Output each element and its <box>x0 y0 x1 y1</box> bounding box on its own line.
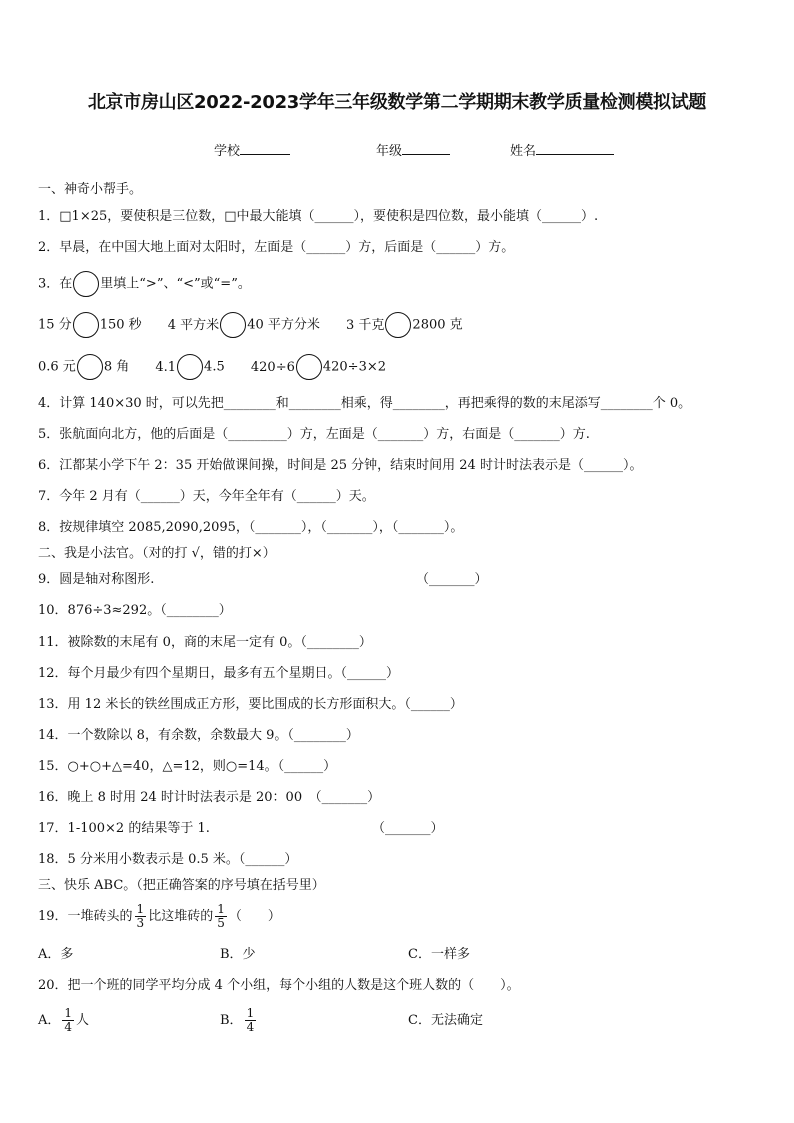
school-blank[interactable] <box>240 141 290 155</box>
question-10: 10．876÷3≈292。（________） <box>38 603 232 618</box>
question-17: 17．1-100×2 的结果等于 1. <box>38 821 210 836</box>
school-field: 学校 <box>214 141 290 161</box>
question-20: 20．把一个班的同学平均分成 4 个小组，每个小组的人数是这个班人数的（ ）。 <box>38 978 520 993</box>
question-15: 15．○+○+△=40，△=12，则○=14。（______） <box>38 759 337 774</box>
grade-field: 年级 <box>376 141 450 161</box>
section-2-heading: 二、我是小法官。（对的打 √，错的打×） <box>38 546 276 561</box>
question-6: 6．江都某小学下午 2：35 开始做课间操，时间是 25 分钟，结束时间用 24 时计时法表示是（______）。 <box>38 458 643 473</box>
compare-circle[interactable] <box>385 312 411 338</box>
option-b[interactable]: B．少 <box>220 947 256 962</box>
question-1: 1．□1×25，要使积是三位数，□中最大能填（______），要使积是四位数，最小能填（______）. <box>38 209 599 224</box>
fraction: $\frac{1}{4}$ <box>64 1006 73 1034</box>
section-3-heading: 三、快乐 ABC。（把正确答案的序号填在括号里） <box>38 878 325 893</box>
fraction: $\frac{1}{3}$ <box>136 902 145 930</box>
question-3: 3．在 里填上“>”、“<”或“=”。 <box>38 271 251 298</box>
option-a[interactable]: A． $\frac{1}{4}$ 人 <box>38 1006 90 1034</box>
question-17-answer[interactable]: （_______） <box>372 821 444 836</box>
question-13: 13．用 12 米长的铁丝围成正方形，要比围成的长方形面积大。（______） <box>38 697 463 712</box>
section-1-heading: 一、神奇小帮手。 <box>38 182 143 197</box>
question-14: 14．一个数除以 8，有余数，余数最大 9。（________） <box>38 728 359 743</box>
compare-circle[interactable] <box>220 312 246 338</box>
question-11: 11．被除数的末尾有 0，商的末尾一定有 0。（________） <box>38 635 372 650</box>
option-c[interactable]: C．无法确定 <box>408 1013 483 1028</box>
option-b[interactable]: B． $\frac{1}{4}$ <box>220 1006 255 1034</box>
page-title: 北京市房山区2022-2023学年三年级数学第二学期期末教学质量检测模拟试题 <box>87 92 707 113</box>
fraction: $\frac{1}{5}$ <box>217 902 225 930</box>
question-16: 16．晚上 8 时用 24 时计时法表示是 20：00 （_______） <box>38 790 381 805</box>
question-19: 19．一堆砖头的 $\frac{1}{3}$ 比这堆砖的 $\frac{1}{5}$ （ ） <box>38 902 281 930</box>
option-a[interactable]: A．多 <box>38 947 74 962</box>
question-18: 18．5 分米用小数表示是 0.5 米。（______） <box>38 852 298 867</box>
question-2: 2．早晨，在中国大地上面对太阳时，左面是（______）方，后面是（______）方。 <box>38 240 515 255</box>
compare-circle[interactable] <box>73 312 99 338</box>
name-field: 姓名 <box>510 141 614 161</box>
grade-blank[interactable] <box>402 141 450 155</box>
compare-circle <box>73 271 99 297</box>
question-12: 12．每个月最少有四个星期日，最多有五个星期日。（______） <box>38 666 400 681</box>
question-8: 8．按规律填空 2085,2090,2095，（_______），（_______），（_______）。 <box>38 520 464 535</box>
question-4: 4．计算 140×30 时，可以先把________和________相乘，得________，再把乘得的数的末尾添写________个 0。 <box>38 396 692 411</box>
question-5: 5．张航面向北方，他的后面是（_________）方，左面是（_______）方，右面是（_______）方. <box>38 427 590 442</box>
option-c[interactable]: C．一样多 <box>408 947 470 962</box>
compare-circle[interactable] <box>77 354 103 380</box>
question-9: 9．圆是轴对称图形. <box>38 572 155 587</box>
compare-circle[interactable] <box>177 354 203 380</box>
question-7: 7．今年 2 月有（______）天，今年全年有（______）天。 <box>38 489 375 504</box>
compare-circle[interactable] <box>296 354 322 380</box>
question-3-row-2: 0.6 元 8 角 4.1 4.5 420÷6 420÷3×2 <box>38 354 386 381</box>
fraction: $\frac{1}{4}$ <box>246 1006 255 1034</box>
question-3-row-1: 15 分 150 秒 4 平方米 40 平方分米 3 千克 2800 克 <box>38 312 463 339</box>
name-blank[interactable] <box>536 141 614 155</box>
question-9-answer[interactable]: （_______） <box>416 572 488 587</box>
